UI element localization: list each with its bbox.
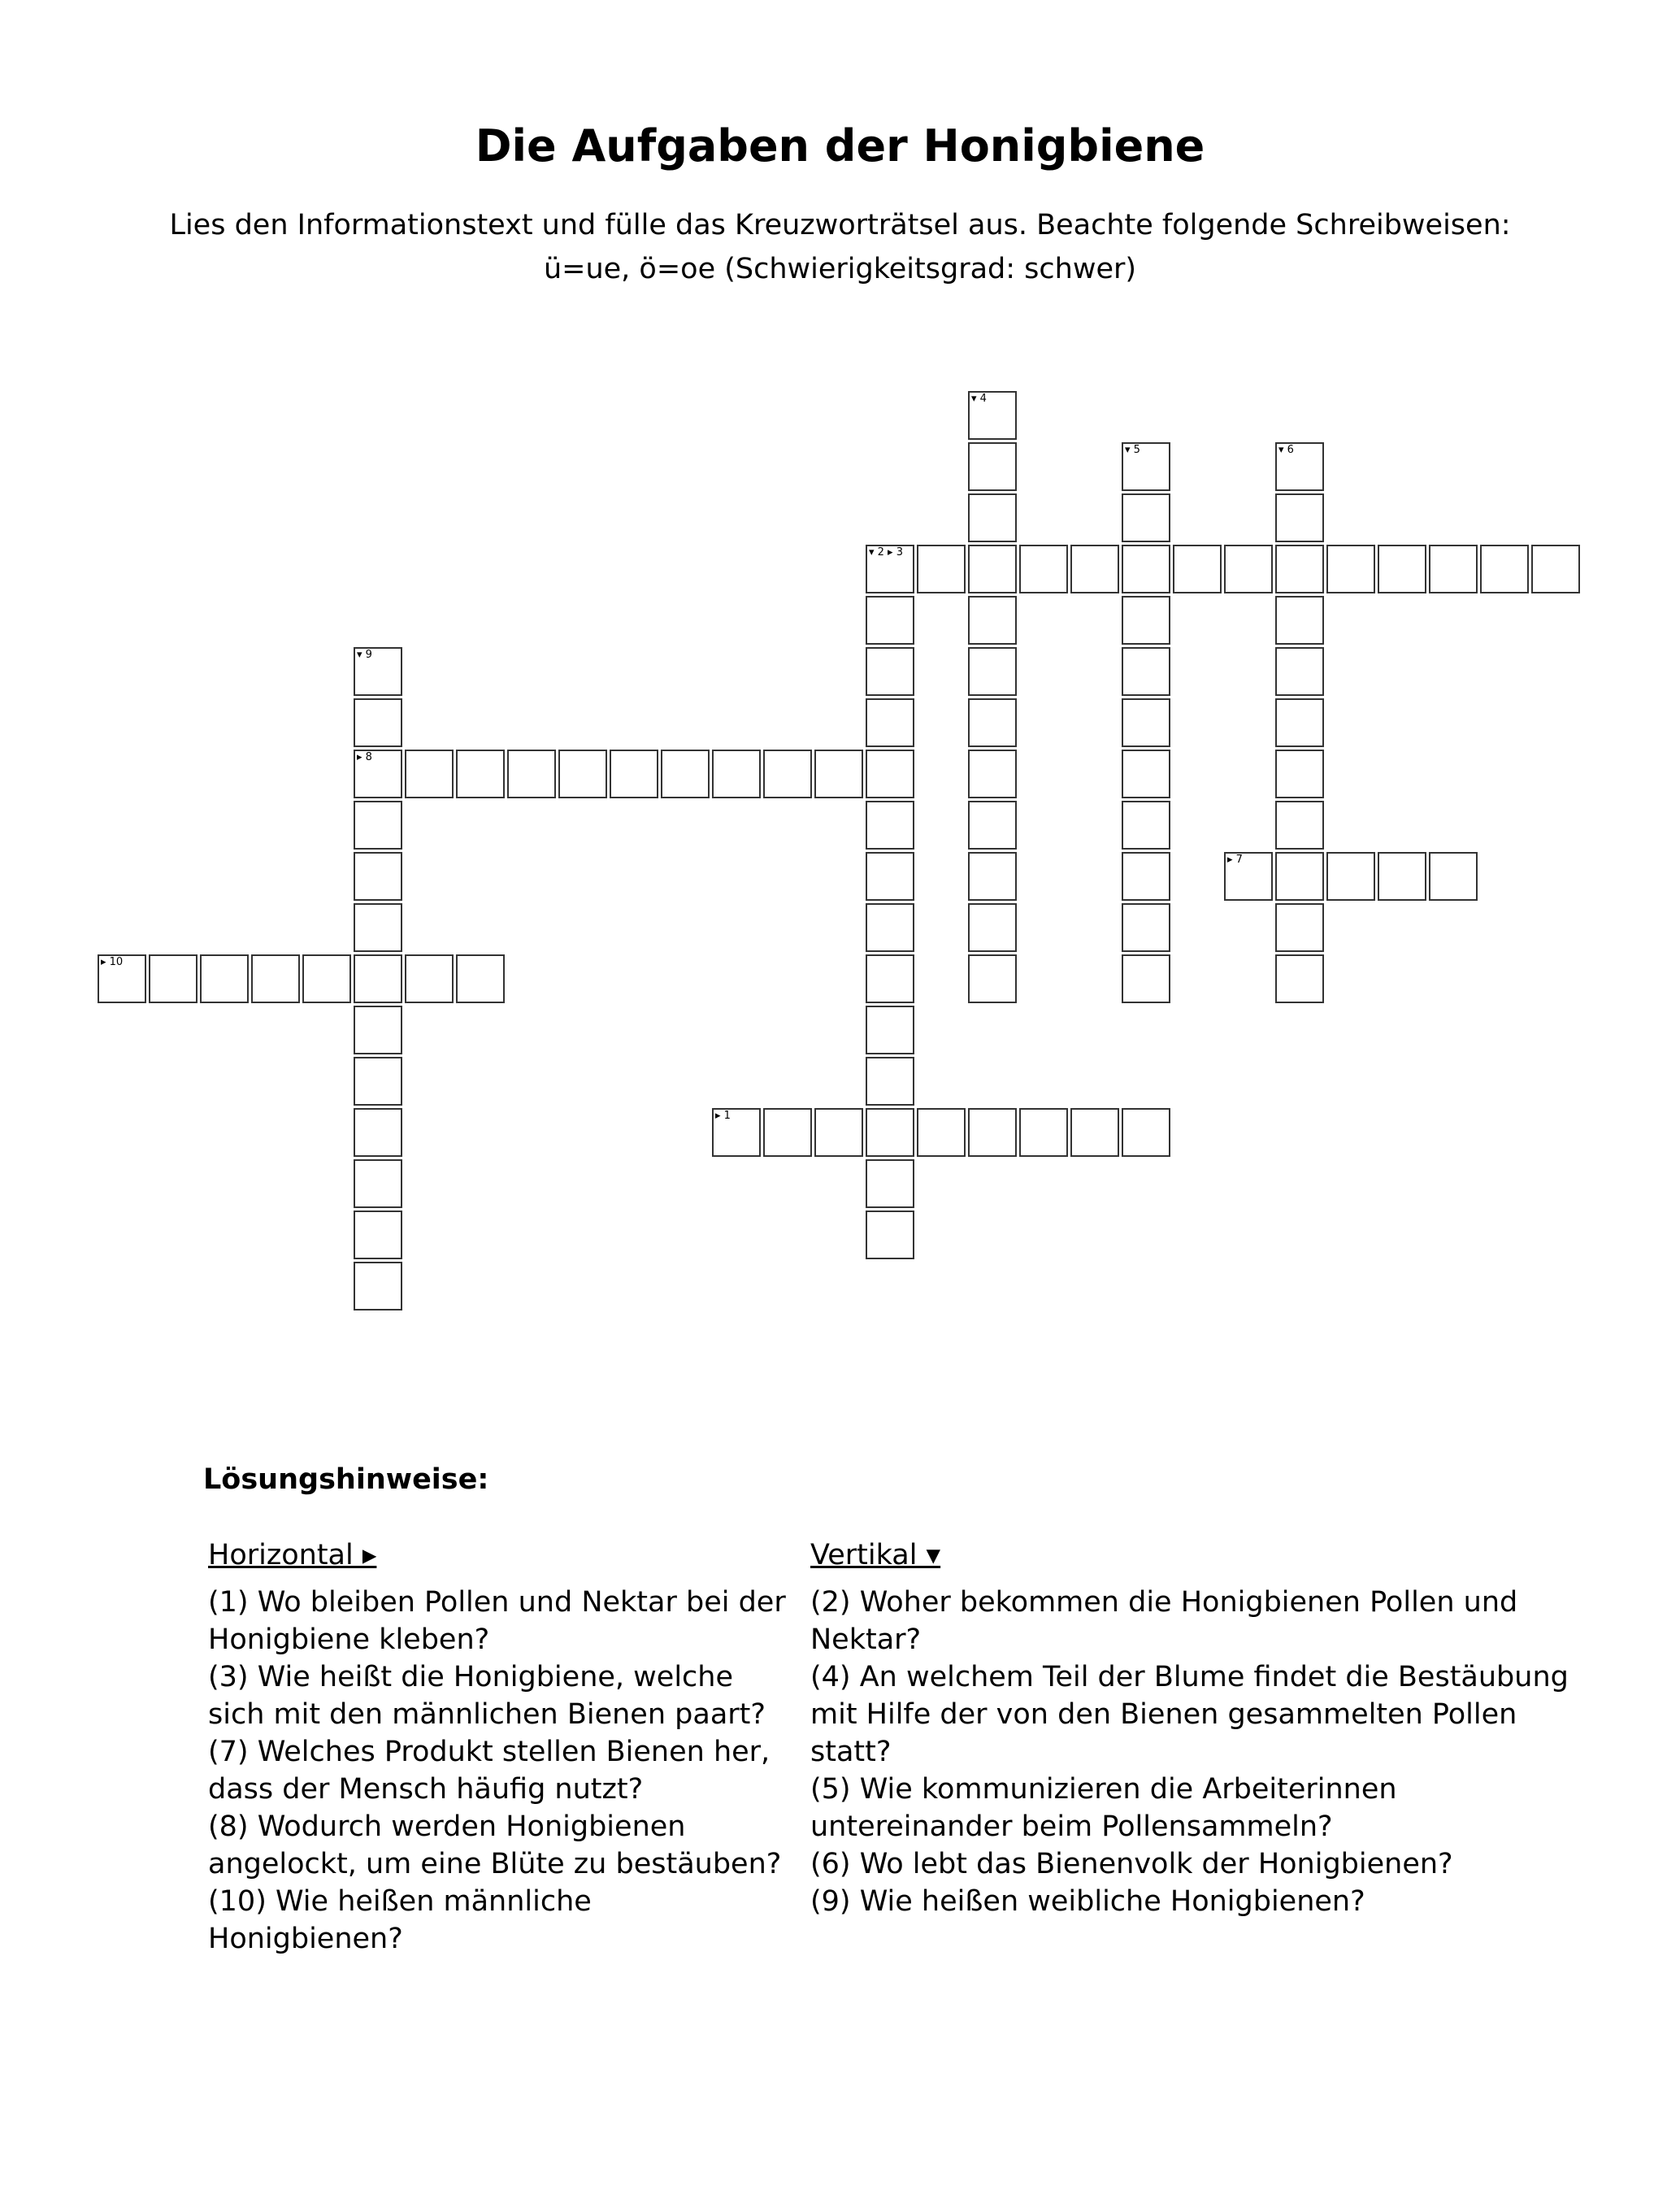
- crossword-cell[interactable]: [456, 954, 505, 1003]
- crossword-cell[interactable]: [354, 954, 402, 1003]
- clue-number-label: ▸ 10: [101, 956, 124, 968]
- crossword-cell[interactable]: [866, 1159, 914, 1208]
- crossword-cell[interactable]: [1122, 954, 1170, 1003]
- crossword-cell[interactable]: [200, 954, 249, 1003]
- clue-down-9: (9) Wie heißen weibliche Honigbienen?: [810, 1885, 1365, 1918]
- instructions-text: Lies den Informationstext und fülle das Kreuzworträtsel aus. Beachte folgende Schreibweisen: ü=ue, ö=oe (Schwierigkeitsgrad: schwer): [169, 209, 1511, 285]
- crossword-cell[interactable]: [968, 391, 1017, 440]
- crossword-cell[interactable]: [1378, 852, 1426, 901]
- crossword-cell[interactable]: [968, 750, 1017, 798]
- clue-number-label: ▾ 9: [357, 649, 372, 661]
- crossword-cell[interactable]: [1122, 903, 1170, 952]
- crossword-cell[interactable]: [866, 852, 914, 901]
- clues-heading: Lösungshinweise:: [203, 1463, 489, 1496]
- crossword-cell[interactable]: [405, 750, 454, 798]
- crossword-cell[interactable]: [712, 750, 761, 798]
- crossword-cell[interactable]: [1275, 545, 1324, 593]
- crossword-cell[interactable]: [1275, 442, 1324, 491]
- clue-number-label: ▾ 4: [971, 393, 987, 405]
- crossword-cell[interactable]: [661, 750, 710, 798]
- page-title: Die Aufgaben der Honigbiene: [475, 120, 1205, 172]
- clue-across-3: (3) Wie heißt die Honigbiene, welche sich mit den männlichen Bienen paart?: [208, 1661, 766, 1731]
- crossword-cell[interactable]: [1122, 596, 1170, 645]
- crossword-cell[interactable]: [354, 1211, 402, 1259]
- crossword-cell[interactable]: [866, 698, 914, 747]
- crossword-cell[interactable]: [149, 954, 198, 1003]
- crossword-cell[interactable]: [866, 750, 914, 798]
- crossword-cell[interactable]: [456, 750, 505, 798]
- crossword-cell[interactable]: [354, 647, 402, 696]
- crossword-cell[interactable]: [1275, 698, 1324, 747]
- crossword-cell[interactable]: [814, 750, 863, 798]
- crossword-cell[interactable]: [354, 698, 402, 747]
- crossword-cell[interactable]: [1122, 852, 1170, 901]
- clue-down-4: (4) An welchem Teil der Blume findet die Bestäubung mit Hilfe der von den Bienen gesammelten Pollen statt?: [810, 1661, 1569, 1768]
- crossword-cell[interactable]: [1122, 442, 1170, 491]
- down-heading: Vertikal ▾: [810, 1539, 941, 1571]
- crossword-cell[interactable]: [968, 698, 1017, 747]
- crossword-cell[interactable]: [354, 903, 402, 952]
- crossword-cell[interactable]: [354, 1262, 402, 1310]
- crossword-cell[interactable]: [1275, 903, 1324, 952]
- crossword-cell[interactable]: [866, 545, 914, 593]
- clue-down-2: (2) Woher bekommen die Honigbienen Pollen und Nektar?: [810, 1586, 1518, 1656]
- crossword-cell[interactable]: [866, 954, 914, 1003]
- crossword-cell[interactable]: [814, 1108, 863, 1157]
- crossword-cell[interactable]: [302, 954, 351, 1003]
- crossword-cell[interactable]: [968, 1108, 1017, 1157]
- crossword-cell[interactable]: [968, 954, 1017, 1003]
- clue-number-label: ▾ 5: [1125, 444, 1140, 456]
- crossword-cell[interactable]: [1275, 801, 1324, 850]
- crossword-cell[interactable]: [866, 801, 914, 850]
- crossword-cell[interactable]: [1122, 647, 1170, 696]
- crossword-cell[interactable]: [917, 545, 966, 593]
- crossword-cell[interactable]: [1122, 493, 1170, 542]
- crossword-cell[interactable]: [354, 1006, 402, 1054]
- clue-down-5: (5) Wie kommunizieren die Arbeiterinnen untereinander beim Pollensammeln?: [810, 1773, 1397, 1843]
- crossword-cell[interactable]: [763, 1108, 812, 1157]
- crossword-cell[interactable]: [1275, 647, 1324, 696]
- crossword-cell[interactable]: [712, 1108, 761, 1157]
- crossword-cell[interactable]: [354, 1108, 402, 1157]
- crossword-cell[interactable]: [1531, 545, 1580, 593]
- clue-number-label: ▾ 6: [1278, 444, 1294, 456]
- crossword-cell[interactable]: [917, 1108, 966, 1157]
- clue-down-6: (6) Wo lebt das Bienenvolk der Honigbienen?: [810, 1848, 1453, 1880]
- clue-number-label: ▸ 7: [1227, 854, 1243, 866]
- crossword-cell[interactable]: [866, 596, 914, 645]
- clue-across-1: (1) Wo bleiben Pollen und Nektar bei der Honigbiene kleben?: [208, 1586, 786, 1656]
- crossword-cell[interactable]: [968, 545, 1017, 593]
- crossword-cell[interactable]: [1429, 545, 1478, 593]
- crossword-cell[interactable]: [968, 852, 1017, 901]
- crossword-cell[interactable]: [1224, 852, 1273, 901]
- crossword-cell[interactable]: [405, 954, 454, 1003]
- crossword-cell[interactable]: [354, 852, 402, 901]
- crossword-cell[interactable]: [1019, 1108, 1068, 1157]
- crossword-cell[interactable]: [1122, 801, 1170, 850]
- crossword-cell[interactable]: [968, 903, 1017, 952]
- crossword-cell[interactable]: [1122, 545, 1170, 593]
- crossword-cell[interactable]: [1378, 545, 1426, 593]
- clue-across-8: (8) Wodurch werden Honigbienen angelockt, um eine Blüte zu bestäuben?: [208, 1810, 782, 1880]
- down-clues: [810, 1536, 1591, 1920]
- clue-number-label: ▸ 8: [357, 751, 372, 763]
- crossword-cell[interactable]: [866, 1108, 914, 1157]
- crossword-cell[interactable]: [1122, 750, 1170, 798]
- crossword-cell[interactable]: [1480, 545, 1529, 593]
- clue-across-10: (10) Wie heißen männliche Honigbienen?: [208, 1885, 592, 1955]
- crossword-cell[interactable]: [1326, 852, 1375, 901]
- crossword-cell[interactable]: [866, 903, 914, 952]
- clue-number-label: ▾ 2 ▸ 3: [869, 546, 903, 559]
- clue-number-label: ▸ 1: [715, 1110, 731, 1122]
- crossword-cell[interactable]: [1173, 545, 1222, 593]
- crossword-cell[interactable]: [866, 1006, 914, 1054]
- across-clues: [208, 1536, 793, 1958]
- crossword-cell[interactable]: [1275, 852, 1324, 901]
- crossword-cell[interactable]: [968, 493, 1017, 542]
- crossword-cell[interactable]: [1275, 596, 1324, 645]
- crossword-cell[interactable]: [866, 1057, 914, 1106]
- crossword-cell[interactable]: [968, 442, 1017, 491]
- crossword-cell[interactable]: [763, 750, 812, 798]
- crossword-cell[interactable]: [251, 954, 300, 1003]
- clue-across-7: (7) Welches Produkt stellen Bienen her, dass der Mensch häufig nutzt?: [208, 1736, 771, 1806]
- crossword-cell[interactable]: [866, 647, 914, 696]
- crossword-cell[interactable]: [1224, 545, 1273, 593]
- crossword-cell[interactable]: [866, 1211, 914, 1259]
- crossword-cell[interactable]: [1070, 545, 1119, 593]
- crossword-cell[interactable]: [1122, 1108, 1170, 1157]
- crossword-cell[interactable]: [98, 954, 146, 1003]
- across-heading: Horizontal ▸: [208, 1539, 377, 1571]
- crossword-cell[interactable]: [1275, 954, 1324, 1003]
- crossword-cell[interactable]: [1122, 698, 1170, 747]
- crossword-cell[interactable]: [507, 750, 556, 798]
- crossword-cell[interactable]: [1275, 750, 1324, 798]
- crossword-cell[interactable]: [558, 750, 607, 798]
- crossword-cell[interactable]: [1326, 545, 1375, 593]
- crossword-cell[interactable]: [1070, 1108, 1119, 1157]
- crossword-cell[interactable]: [968, 801, 1017, 850]
- crossword-cell[interactable]: [354, 750, 402, 798]
- crossword-cell[interactable]: [354, 801, 402, 850]
- crossword-cell[interactable]: [354, 1057, 402, 1106]
- crossword-cell[interactable]: [354, 1159, 402, 1208]
- crossword-cell[interactable]: [1275, 493, 1324, 542]
- crossword-cell[interactable]: [1019, 545, 1068, 593]
- crossword-cell[interactable]: [968, 647, 1017, 696]
- crossword-cell[interactable]: [610, 750, 658, 798]
- crossword-cell[interactable]: [968, 596, 1017, 645]
- crossword-cell[interactable]: [1429, 852, 1478, 901]
